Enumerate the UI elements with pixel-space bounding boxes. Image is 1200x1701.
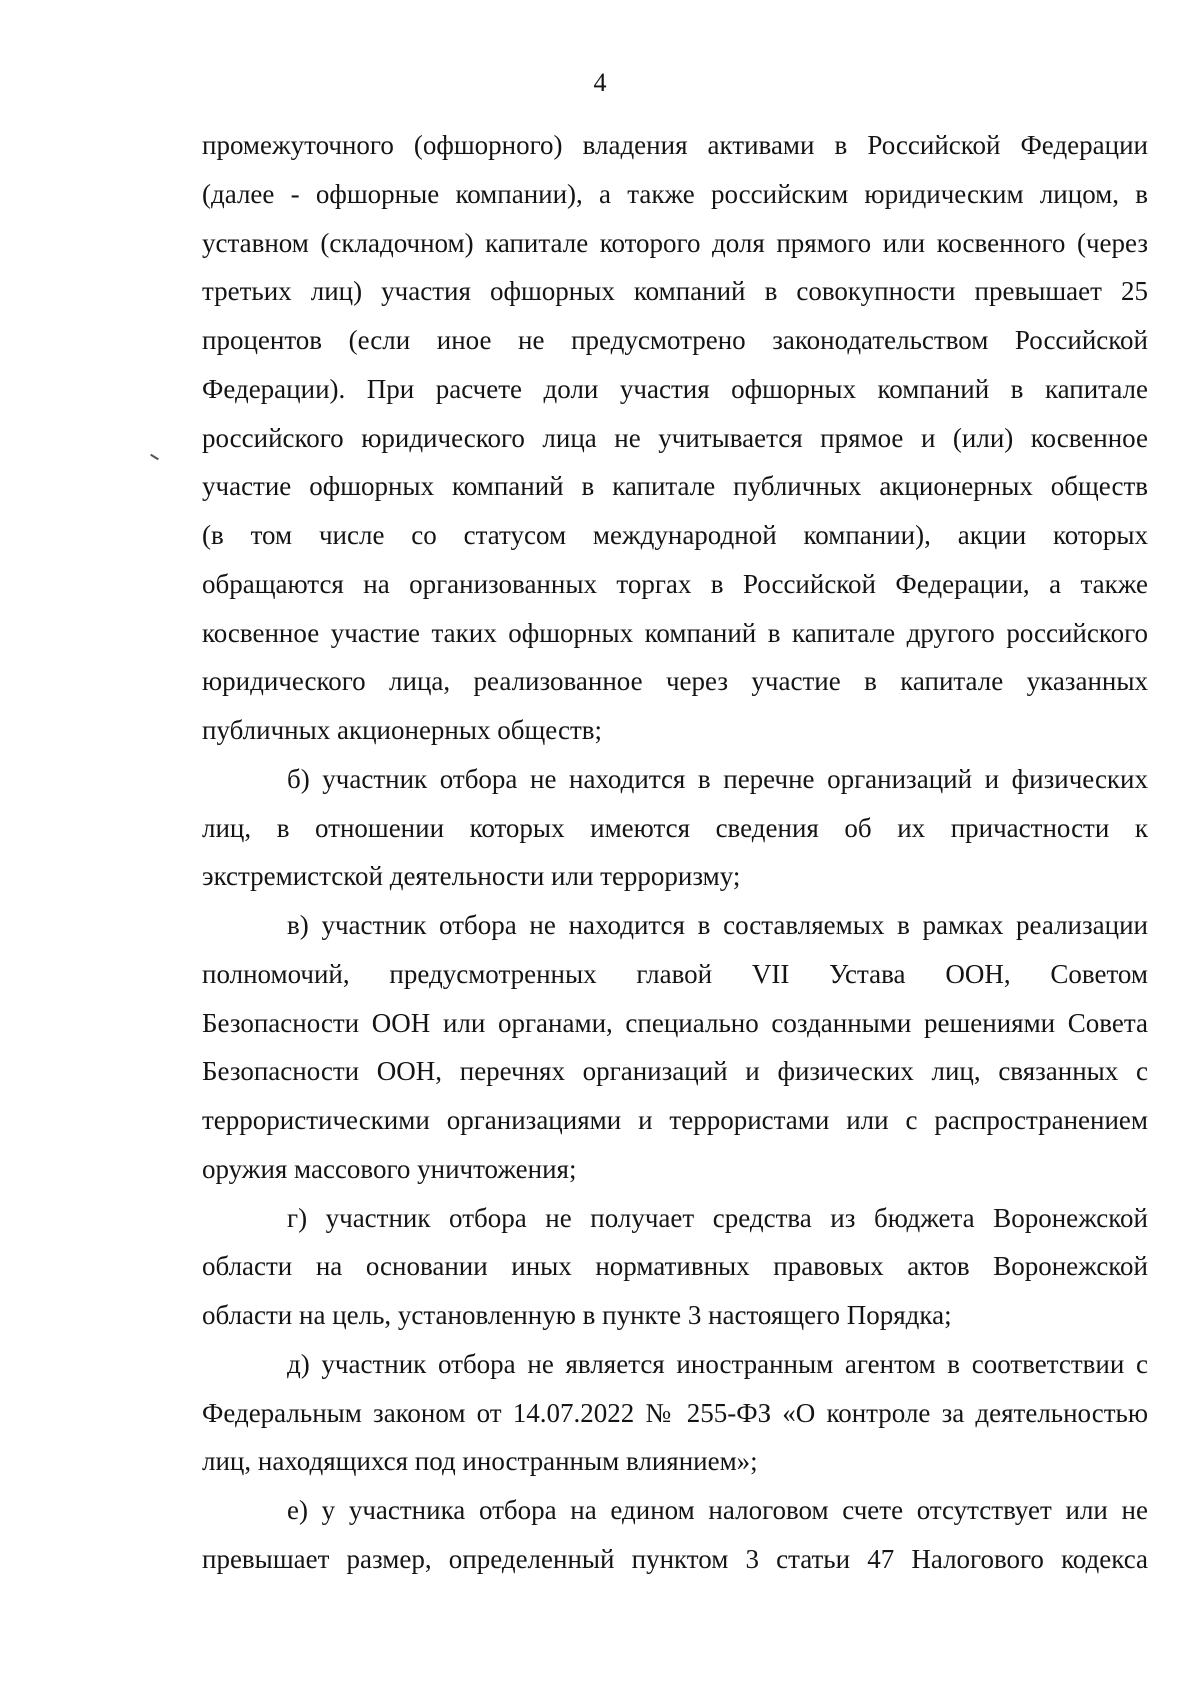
- page-number: 4: [593, 68, 607, 97]
- text-line: террористическими организациями и террористами или с распространением: [202, 1105, 1148, 1135]
- text-line: превышает размер, определенный пунктом 3 статьи 47 Налогового кодекса: [202, 1543, 1148, 1574]
- text-line: Безопасности ООН или органами, специально созданными решениями Совета: [202, 1007, 1148, 1038]
- text-line: Федерации). При расчете доли участия офшорных компаний в капитале: [202, 373, 1148, 404]
- document-body: [202, 121, 1148, 1584]
- text-line: обращаются на организованных торгах в Российской Федерации, а также: [202, 568, 1148, 599]
- text-line: третьих лиц) участия офшорных компаний в совокупности превышает 25: [202, 276, 1148, 307]
- text-line: экстремистской деятельности или терроризму;: [202, 861, 741, 892]
- text-line: косвенное участие таких офшорных компаний в капитале другого российского: [202, 617, 1148, 648]
- text-line: промежуточного (офшорного) владения активами в Российской Федерации: [202, 130, 1148, 160]
- text-line: Федеральным законом от 14.07.2022 № 255-ФЗ «О контроле за деятельностью: [202, 1397, 1148, 1428]
- scan-mark: [150, 454, 159, 460]
- text-line: уставном (складочном) капитале которого доля прямого или косвенного (через: [202, 227, 1148, 258]
- text-line: публичных акционерных обществ;: [202, 715, 602, 745]
- text-line: области на основании иных нормативных правовых актов Воронежской: [202, 1251, 1148, 1282]
- text-line: лиц, в отношении которых имеются сведения об их причастности к: [202, 812, 1148, 843]
- text-line: Безопасности ООН, перечнях организаций и физических лиц, связанных с: [202, 1056, 1148, 1087]
- text-line: в) участник отбора не находится в составляемых в рамках реализации: [287, 910, 1148, 940]
- text-line: процентов (если иное не предусмотрено законодательством Российской: [202, 325, 1148, 355]
- text-line: е) у участника отбора на едином налоговом счете отсутствует или не: [287, 1495, 1148, 1525]
- text-line: юридического лица, реализованное через участие в капитале указанных: [202, 666, 1148, 697]
- text-line: б) участник отбора не находится в перечне организаций и физических: [287, 763, 1148, 794]
- text-line: оружия массового уничтожения;: [202, 1153, 577, 1184]
- text-line: д) участник отбора не является иностранным агентом в соответствии с: [287, 1348, 1148, 1379]
- text-line: (в том числе со статусом международной компании), акции которых: [202, 520, 1148, 550]
- text-line: лиц, находящихся под иностранным влиянием»;: [202, 1446, 758, 1477]
- text-line: г) участник отбора не получает средства из бюджета Воронежской: [287, 1202, 1148, 1233]
- text-line: области на цель, установленную в пункте 3 настоящего Порядка;: [202, 1300, 952, 1330]
- text-line: (далее - офшорные компании), а также российским юридическим лицом, в: [202, 178, 1148, 209]
- text-line: российского юридического лица не учитывается прямое и (или) косвенное: [202, 422, 1148, 453]
- text-line: полномочий, предусмотренных главой VII Устава ООН, Советом: [202, 958, 1148, 989]
- text-line: участие офшорных компаний в капитале публичных акционерных обществ: [202, 471, 1148, 502]
